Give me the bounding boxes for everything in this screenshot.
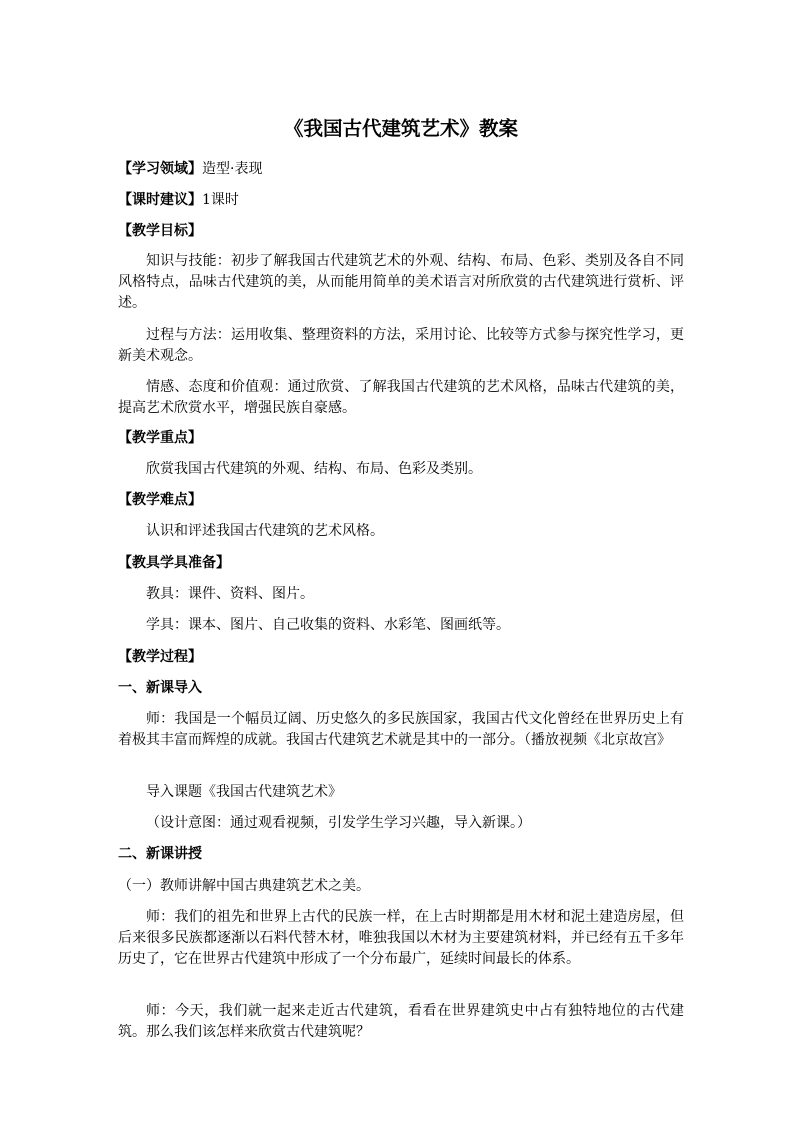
section1-heading: 一、新课导入 bbox=[118, 680, 202, 696]
section1-para1: 师：我国是一个幅员辽阔、历史悠久的多民族国家，我国古代文化曾经在世界历史上有着极其丰富而辉煌的成就。我国古代建筑艺术就是其中的一部分。（播放视频《北京故宫》 bbox=[118, 711, 684, 748]
goal-knowledge: 知识与技能：初步了解我国古代建筑艺术的外观、结构、布局、色彩、类别及各自不同风格特点，品味古代建筑的美，从而能用简单的美术语言对所欣赏的古代建筑进行赏析、评述。 bbox=[118, 253, 684, 311]
field-value: 造型·表现 bbox=[202, 161, 263, 177]
hours-label: 【课时建议】 bbox=[118, 192, 202, 208]
hours-line bbox=[118, 190, 684, 211]
key-text: 欣赏我国古代建筑的外观、结构、布局、色彩及类别。 bbox=[146, 461, 482, 477]
difficulty-text: 认识和评述我国古代建筑的艺术风格。 bbox=[146, 523, 384, 539]
field-line bbox=[118, 159, 684, 180]
hours-value: 1课时 bbox=[202, 192, 239, 208]
goal-process: 过程与方法：运用收集、整理资料的方法，采用讨论、比较等方式参与探究性学习，更新美术观念。 bbox=[118, 327, 684, 364]
section2-sub1: （一）教师讲解中国古典建筑艺术之美。 bbox=[118, 878, 370, 894]
goal-emotion: 情感、态度和价值观：通过欣赏、了解我国古代建筑的艺术风格，品味古代建筑的美，提高艺术欣赏水平，增强民族自豪感。 bbox=[118, 379, 684, 416]
document-page bbox=[118, 0, 684, 1123]
section1-para2: 导入课题《我国古代建筑艺术》 bbox=[146, 784, 342, 800]
section2-heading: 二、新课讲授 bbox=[118, 846, 202, 862]
goals-heading: 【教学目标】 bbox=[118, 223, 202, 239]
document-title: 《我国古代建筑艺术》教案 bbox=[283, 117, 518, 140]
process-heading: 【教学过程】 bbox=[118, 649, 202, 665]
tools-teacher: 教具：课件、资料、图片。 bbox=[146, 586, 314, 602]
tools-heading: 【教具学具准备】 bbox=[118, 555, 230, 571]
section1-note: （设计意图：通过观看视频，引发学生学习兴趣，导入新课。） bbox=[146, 815, 531, 831]
difficulty-heading: 【教学难点】 bbox=[118, 492, 202, 508]
tools-student: 学具：课本、图片、自己收集的资料、水彩笔、图画纸等。 bbox=[146, 617, 510, 633]
section2-para1: 师：我们的祖先和世界上古代的民族一样，在上古时期都是用木材和泥土建造房屋，但后来很多民族都逐渐以石料代替木材，唯独我国以木材为主要建筑材料，并已经有五千多年历史了，它在世界古代建筑中形成了一个分布最广，延续时间最长的体系。 bbox=[118, 909, 684, 967]
section2-para2: 师：今天，我们就一起来走近古代建筑，看看在世界建筑史中占有独特地位的古代建筑。那么我们该怎样来欣赏古代建筑呢？ bbox=[118, 1003, 684, 1040]
field-label: 【学习领域】 bbox=[118, 161, 202, 177]
key-heading: 【教学重点】 bbox=[118, 430, 202, 446]
